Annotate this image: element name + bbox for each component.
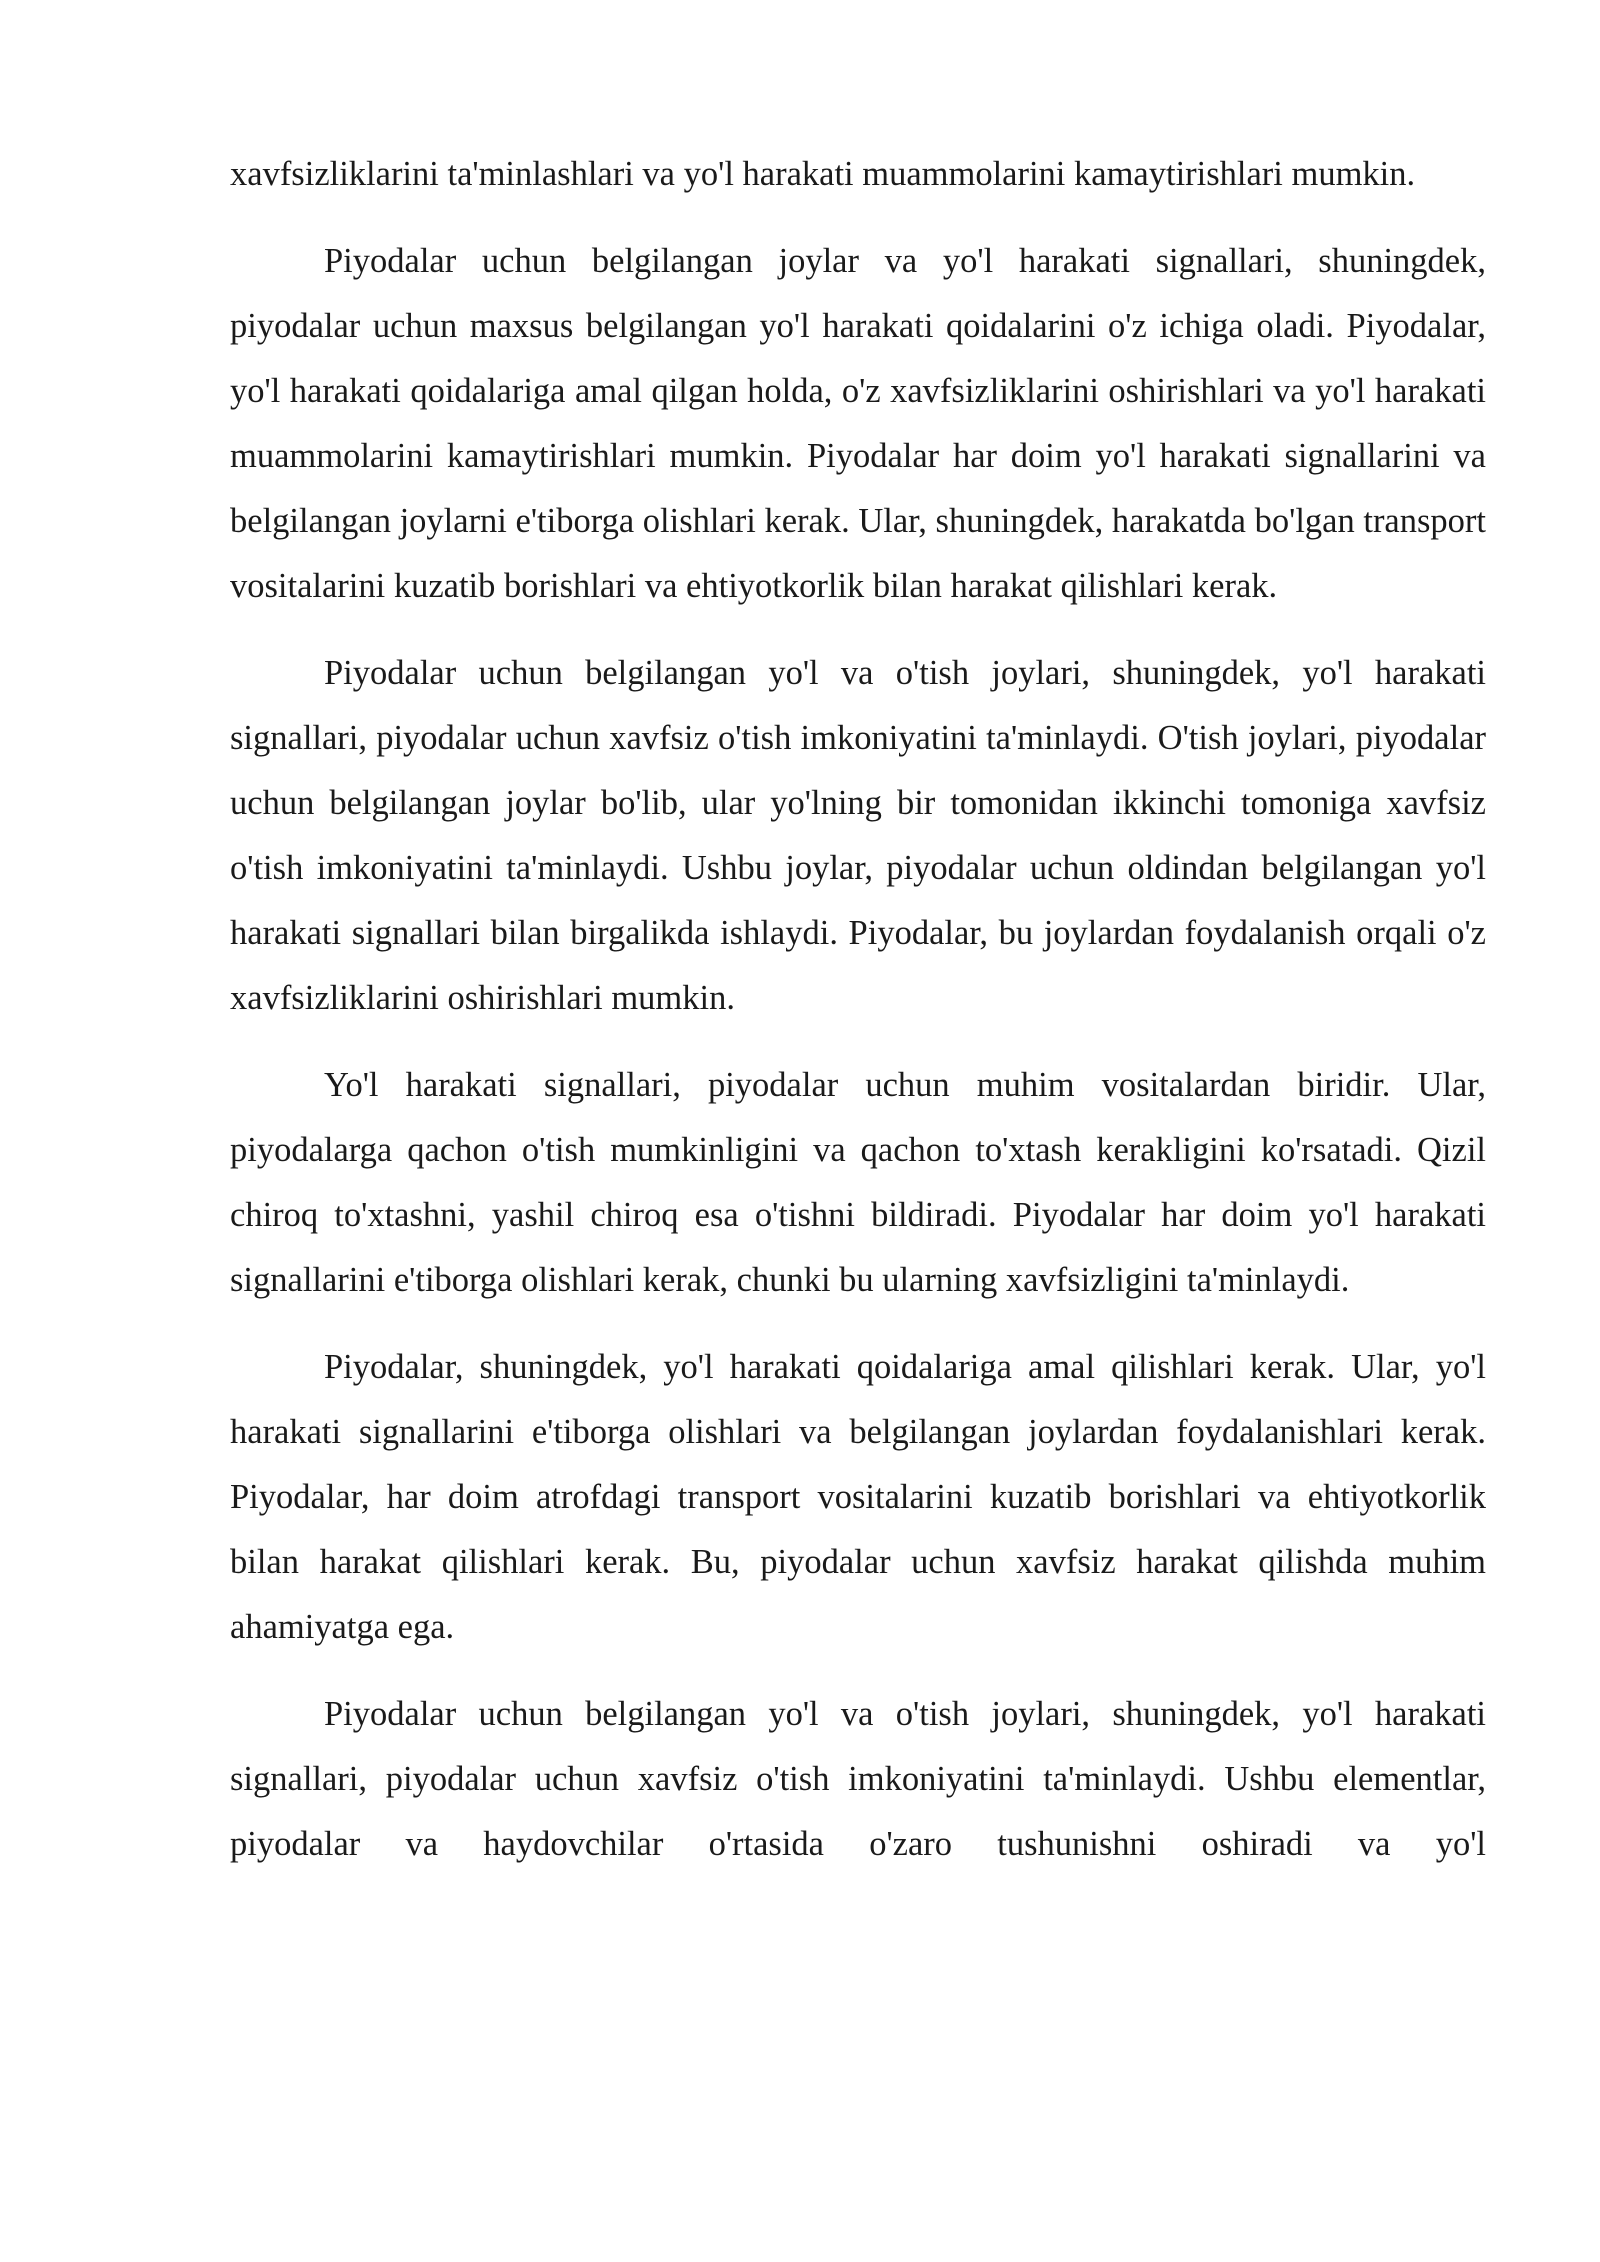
paragraph-6: Piyodalar uchun belgilangan yo'l va o'tish joylari, shuningdek, yo'l harakati signallari, piyodalar uchun xavfsiz o'tish imkoniyatini ta'minlaydi. Ushbu elementlar, piyodalar va haydovchilar o'rtasida o'zaro tushunishni oshiradi va yo'l [230, 1695, 1486, 1863]
document-body [230, 142, 1486, 1899]
paragraph-2: Piyodalar uchun belgilangan joylar va yo'l harakati signallari, shuningdek, piyodalar uchun maxsus belgilangan yo'l harakati qoidalarini o'z ichiga oladi. Piyodalar, yo'l harakati qoidalariga amal qilgan holda, o'z xavfsizliklarini oshirishlari va yo'l harakati muammolarini kamaytirishlari mumkin. Piyodalar har doim yo'l harakati signallarini va belgilangan joylarni e'tiborga olishlari kerak. Ular, shuningdek, harakatda bo'lgan transport vositalarini kuzatib borishlari va ehtiyotkorlik bilan harakat qilishlari kerak. [230, 242, 1486, 605]
paragraph-1: xavfsizliklarini ta'minlashlari va yo'l harakati muammolarini kamaytirishlari mumkin. [230, 155, 1416, 193]
paragraph-3: Piyodalar uchun belgilangan yo'l va o'tish joylari, shuningdek, yo'l harakati signallari, piyodalar uchun xavfsiz o'tish imkoniyatini ta'minlaydi. O'tish joylari, piyodalar uchun belgilangan joylar bo'lib, ular yo'lning bir tomonidan ikkinchi tomoniga xavfsiz o'tish imkoniyatini ta'minlaydi. Ushbu joylar, piyodalar uchun oldindan belgilangan yo'l harakati signallari bilan birgalikda ishlaydi. Piyodalar, bu joylardan foydalanish orqali o'z xavfsizliklarini oshirishlari mumkin. [230, 654, 1486, 1017]
paragraph-4: Yo'l harakati signallari, piyodalar uchun muhim vositalardan biridir. Ular, piyodalarga qachon o'tish mumkinligini va qachon to'xtash kerakligini ko'rsatadi. Qizil chiroq to'xtashni, yashil chiroq esa o'tishni bildiradi. Piyodalar har doim yo'l harakati signallarini e'tiborga olishlari kerak, chunki bu ularning xavfsizligini ta'minlaydi. [230, 1066, 1486, 1299]
paragraph-5: Piyodalar, shuningdek, yo'l harakati qoidalariga amal qilishlari kerak. Ular, yo'l harakati signallarini e'tiborga olishlari va belgilangan joylardan foydalanishlari kerak. Piyodalar, har doim atrofdagi transport vositalarini kuzatib borishlari va ehtiyotkorlik bilan harakat qilishlari kerak. Bu, piyodalar uchun xavfsiz harakat qilishda muhim ahamiyatga ega. [230, 1348, 1486, 1646]
